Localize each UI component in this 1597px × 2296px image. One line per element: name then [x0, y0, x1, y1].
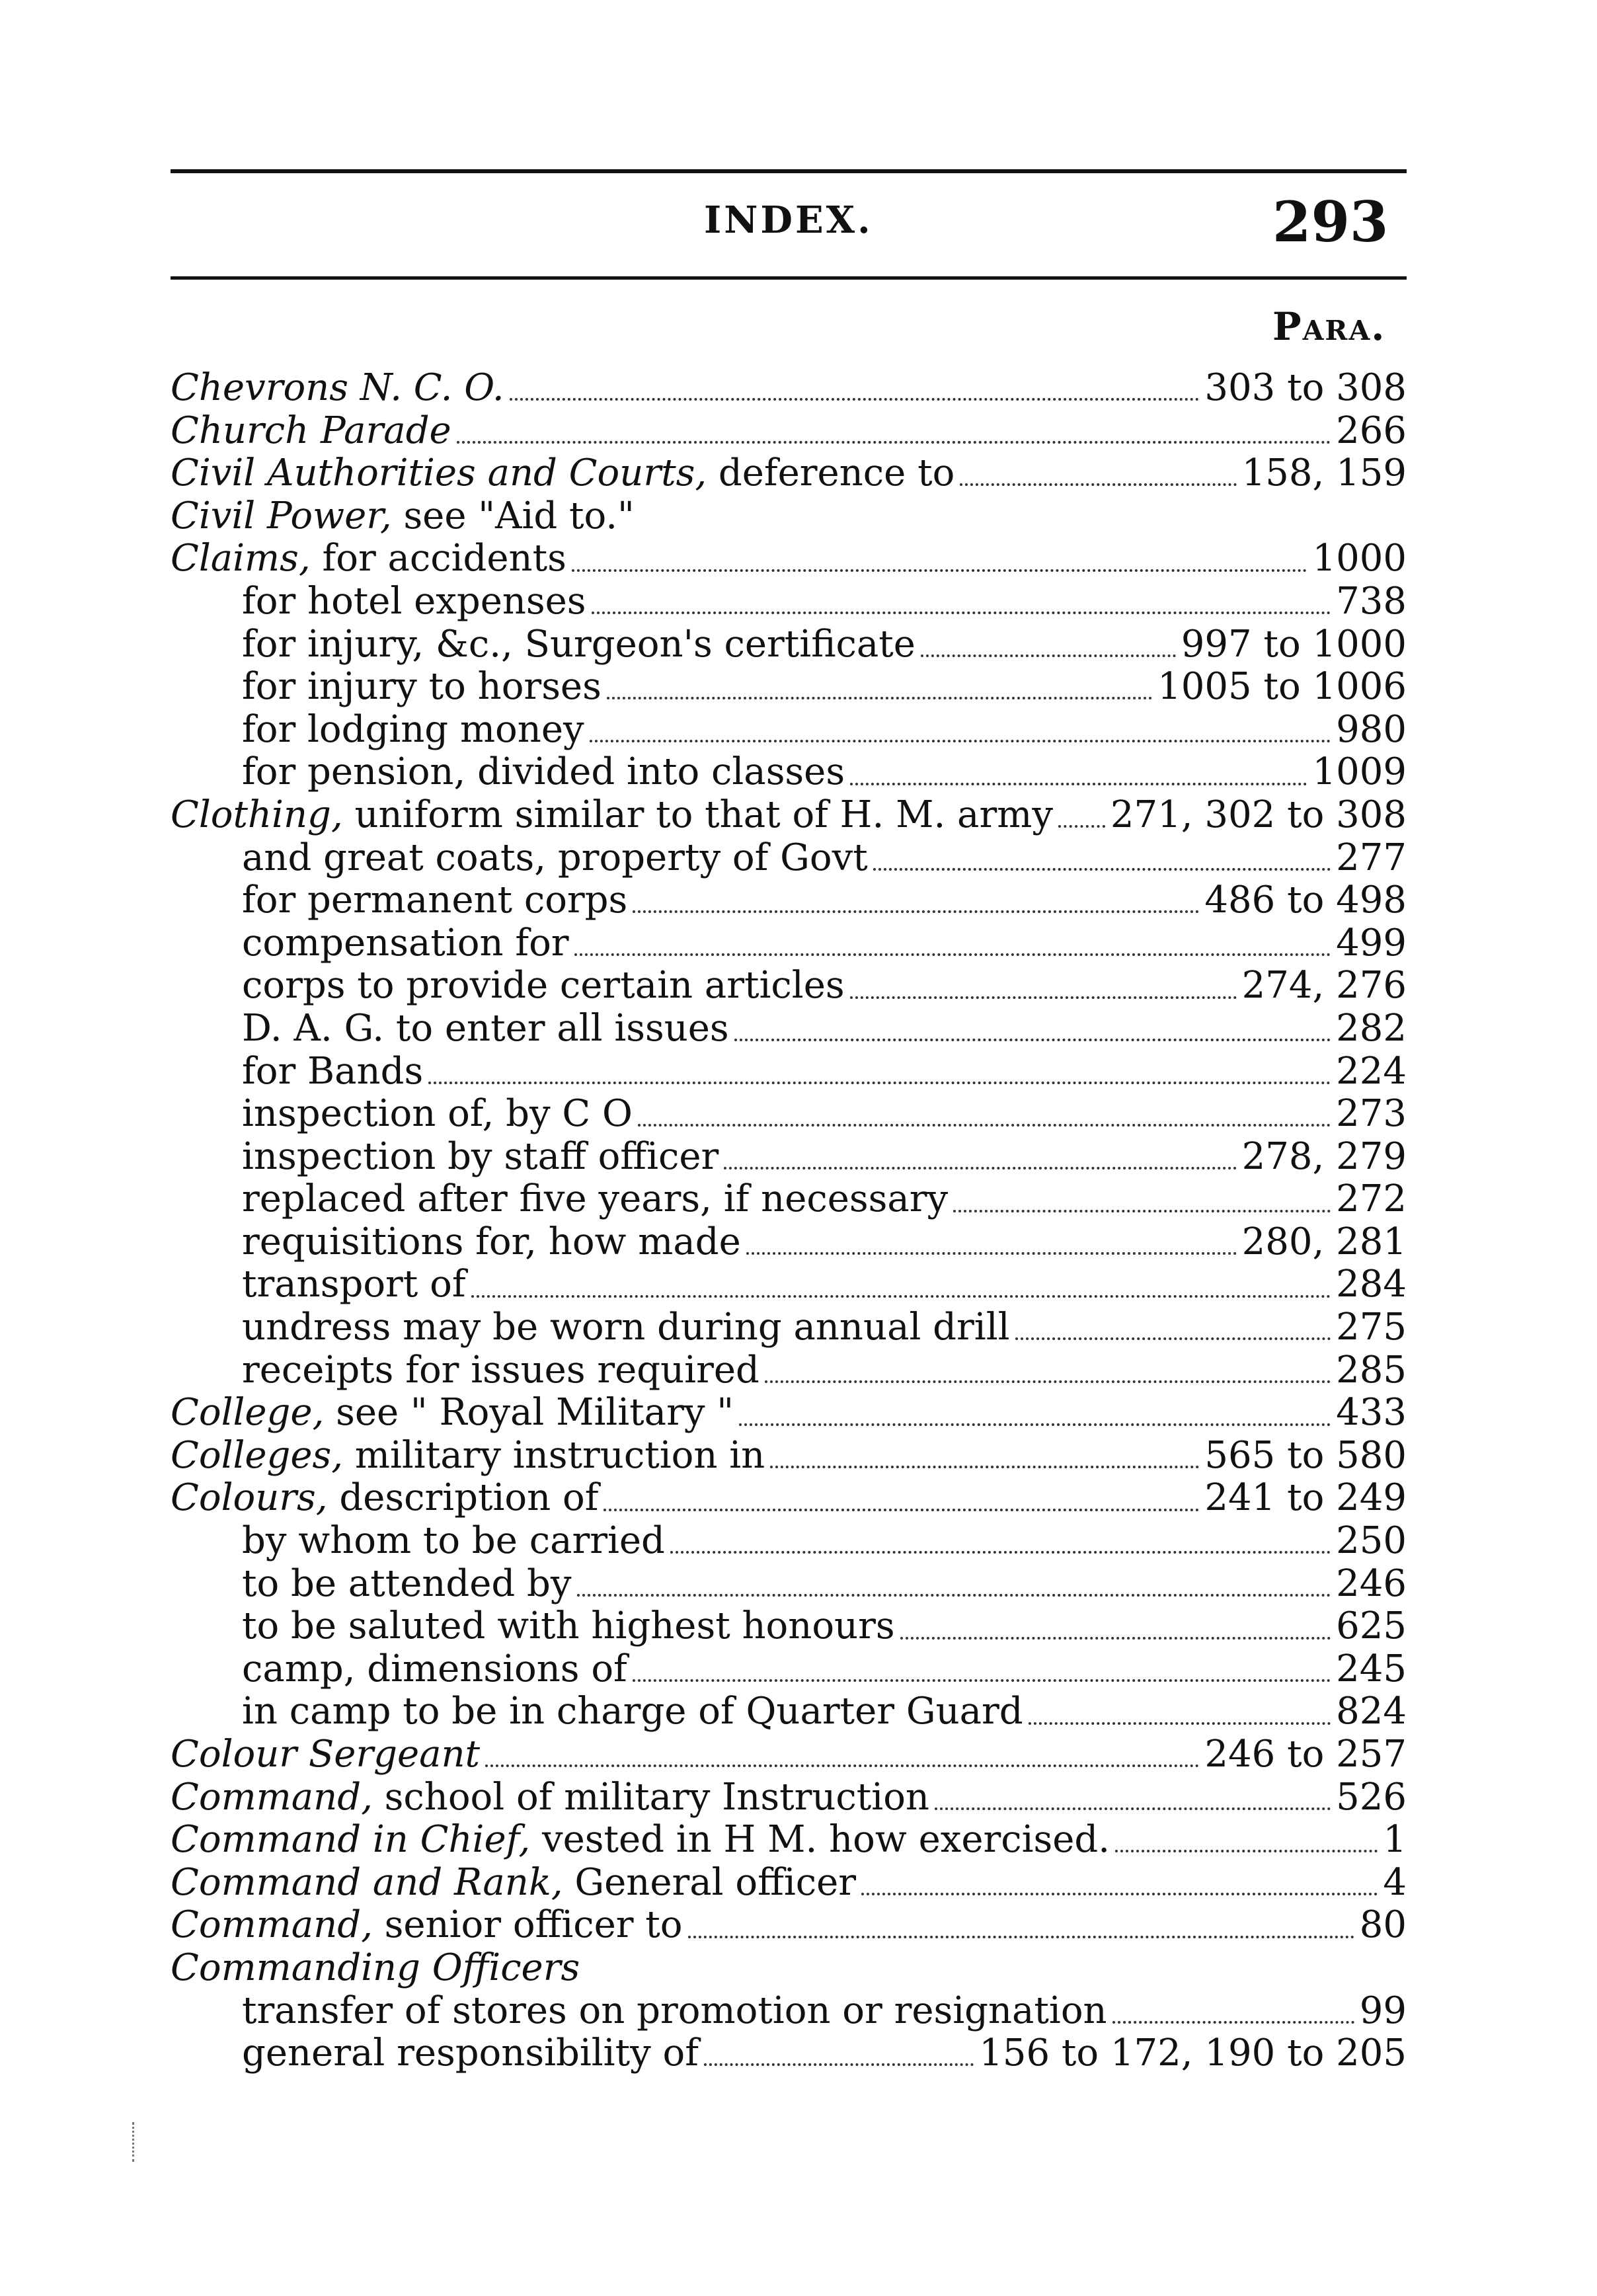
dot-leader	[633, 1667, 1331, 1682]
dot-leader	[670, 1539, 1331, 1554]
index-entry-text: D. A. G. to enter all issues	[242, 1006, 729, 1050]
index-entry-text: corps to provide certain articles	[242, 964, 845, 1008]
dot-leader	[960, 471, 1236, 486]
index-entry-ref: 250	[1336, 1519, 1407, 1563]
dot-leader	[1029, 1710, 1331, 1725]
index-entry-term: Colours,	[171, 1476, 328, 1520]
index-entry-text: General officer	[563, 1860, 857, 1904]
index-entry-text: camp, dimensions of	[242, 1647, 627, 1690]
index-entry-text: uniform similar to that of H. M. army	[342, 793, 1053, 836]
index-entry-ref: 526	[1336, 1775, 1407, 1819]
index-entry-term: Command in Chief,	[171, 1818, 531, 1862]
index-entry	[171, 709, 1407, 752]
dot-leader	[638, 1112, 1331, 1127]
index-entry	[171, 1776, 1407, 1819]
index-entry-ref: 738	[1336, 579, 1407, 623]
index-entry-text: for pension, divided into classes	[242, 750, 845, 794]
dot-leader	[572, 557, 1307, 572]
dot-leader	[1112, 2009, 1354, 2024]
index-entry	[171, 367, 1407, 410]
index-entry-text: see " Royal Military "	[324, 1391, 734, 1435]
index-entry-text: school of military Instruction	[372, 1775, 929, 1819]
index-entry	[171, 1221, 1407, 1264]
index-entry	[171, 965, 1407, 1008]
index-entry-ref: 273	[1336, 1092, 1407, 1136]
dot-leader	[574, 941, 1331, 956]
dot-leader	[428, 1070, 1331, 1084]
dot-leader	[734, 1027, 1331, 1041]
index-entry-ref: 80	[1359, 1903, 1407, 1947]
index-entry-text: transfer of stores on promotion or resignation	[242, 1989, 1107, 2032]
index-entry-text: transport of	[242, 1263, 466, 1306]
index-entry-text: replaced after five years, if necessary	[242, 1177, 949, 1221]
dot-leader	[770, 1454, 1199, 1468]
index-entry	[171, 1263, 1407, 1306]
dot-leader	[1115, 1838, 1378, 1852]
index-entry-term: Chevrons N. C. O.	[171, 366, 504, 409]
dot-leader	[592, 600, 1331, 614]
index-entries	[171, 367, 1407, 2075]
index-entry-term: Civil Authorities and Courts,	[171, 452, 707, 495]
index-entry-text: for injury to horses	[242, 665, 602, 709]
index-entry-text: by whom to be carried	[242, 1519, 665, 1563]
index-entry	[171, 2032, 1407, 2075]
index-entry-ref: 997 to 1000	[1181, 622, 1407, 666]
dot-leader	[935, 1796, 1331, 1810]
index-entry	[171, 1904, 1407, 1947]
index-entry-term: Command,	[171, 1775, 373, 1819]
dot-leader	[457, 429, 1331, 444]
index-entry-text: to be saluted with highest honours	[242, 1604, 895, 1648]
index-entry-text: deference to	[707, 452, 955, 495]
index-entry-text: description of	[327, 1476, 599, 1520]
dot-leader	[900, 1625, 1331, 1640]
index-entry	[171, 1605, 1407, 1648]
index-entry-ref: 275	[1336, 1306, 1407, 1349]
index-entry	[171, 751, 1407, 794]
index-entry-text: military instruction in	[343, 1433, 765, 1477]
index-entry	[171, 410, 1407, 453]
index-entry-ref: 278, 279	[1241, 1134, 1407, 1178]
dot-leader	[485, 1753, 1199, 1767]
index-entry-text: in camp to be in charge of Quarter Guard	[242, 1690, 1023, 1733]
dot-leader	[607, 685, 1152, 699]
page-number: 293	[1272, 189, 1389, 255]
index-entry-ref: 4	[1383, 1860, 1407, 1904]
index-entry-ref: 565 to 580	[1204, 1433, 1407, 1477]
index-entry-term: Church Parade	[171, 409, 451, 452]
index-entry	[171, 1477, 1407, 1520]
index-entry-term: Commanding Officers	[171, 1946, 580, 1989]
index-entry	[171, 1136, 1407, 1179]
index-entry	[171, 922, 1407, 965]
index-entry-ref: 156 to 172, 190 to 205	[979, 2032, 1407, 2075]
dot-leader	[577, 1582, 1331, 1597]
index-entry-text: requisitions for, how made	[242, 1220, 741, 1263]
index-entry-ref: 1009	[1312, 750, 1407, 794]
index-entry-ref: 285	[1336, 1348, 1407, 1392]
index-entry-ref: 486 to 498	[1204, 879, 1407, 922]
index-entry	[171, 1050, 1407, 1093]
index-entry-ref: 246	[1336, 1562, 1407, 1605]
index-entry-ref: 241 to 249	[1204, 1476, 1407, 1520]
index-entry-ref: 245	[1336, 1647, 1407, 1690]
index-entry	[171, 1178, 1407, 1221]
index-entry-ref: 246 to 257	[1204, 1733, 1407, 1776]
index-entry-ref: 266	[1336, 409, 1407, 452]
index-entry-text: for Bands	[242, 1049, 424, 1093]
header-bottom-rule	[171, 276, 1407, 280]
dot-leader	[724, 1155, 1236, 1169]
margin-mark	[132, 2122, 136, 2162]
index-entry-text: compensation for	[242, 921, 569, 965]
column-label-para: Para.	[1272, 304, 1386, 349]
index-entry-ref: 1	[1383, 1818, 1407, 1862]
index-entry-text: undress may be worn during annual drill	[242, 1306, 1010, 1349]
index-entry-text: for accidents	[310, 537, 566, 580]
page-title: INDEX.	[704, 198, 873, 242]
index-entry	[171, 623, 1407, 666]
index-entry	[171, 1563, 1407, 1606]
dot-leader	[704, 2051, 974, 2066]
dot-leader	[921, 643, 1176, 657]
index-entry-term: Colleges,	[171, 1433, 344, 1477]
index-entry-text: to be attended by	[242, 1562, 572, 1605]
index-entry-text: inspection by staff officer	[242, 1134, 719, 1178]
index-entry-ref: 303 to 308	[1204, 366, 1407, 409]
index-entry	[171, 1435, 1407, 1478]
dot-leader	[604, 1497, 1199, 1511]
index-entry	[171, 1947, 1407, 1990]
index-entry-text: general responsibility of	[242, 2032, 699, 2075]
dot-leader	[873, 856, 1331, 871]
index-entry-ref: 824	[1336, 1690, 1407, 1733]
dot-leader	[953, 1198, 1331, 1212]
index-entry	[171, 1733, 1407, 1776]
index-entry-term: Civil Power,	[171, 494, 392, 537]
dot-leader	[850, 984, 1237, 999]
index-entry-term: Claims,	[171, 537, 311, 580]
index-entry	[171, 1819, 1407, 1862]
index-entry	[171, 1306, 1407, 1349]
index-entry-ref: 224	[1336, 1049, 1407, 1093]
index-entry-ref: 980	[1336, 707, 1407, 751]
index-entry	[171, 1862, 1407, 1905]
index-entry	[171, 452, 1407, 495]
index-entry	[171, 666, 1407, 709]
index-entry	[171, 1008, 1407, 1050]
index-entry-ref: 158, 159	[1241, 452, 1407, 495]
index-entry	[171, 1648, 1407, 1691]
index-entry-text: for hotel expenses	[242, 579, 586, 623]
dot-leader	[739, 1411, 1331, 1426]
index-entry-text: inspection of, by C O	[242, 1092, 633, 1136]
index-entry-ref: 280, 281	[1241, 1220, 1407, 1263]
index-entry	[171, 1690, 1407, 1733]
index-entry-ref: 274, 276	[1241, 964, 1407, 1008]
index-entry-ref: 1005 to 1006	[1157, 665, 1407, 709]
dot-leader	[633, 898, 1199, 913]
index-entry-term: College,	[171, 1391, 325, 1435]
index-entry-term: Command and Rank,	[171, 1860, 563, 1904]
header-top-rule	[171, 169, 1407, 173]
dot-leader	[1015, 1326, 1331, 1340]
dot-leader	[746, 1240, 1237, 1255]
dot-leader	[590, 728, 1331, 742]
index-entry-text: receipts for issues required	[242, 1348, 760, 1392]
index-entry-ref: 433	[1336, 1391, 1407, 1435]
index-entry	[171, 794, 1407, 837]
index-entry-text: vested in H M. how exercised.	[530, 1818, 1110, 1862]
dot-leader	[765, 1368, 1331, 1383]
index-entry-text: and great coats, property of Govt	[242, 836, 868, 879]
dot-leader	[510, 386, 1200, 401]
index-entry	[171, 1990, 1407, 2033]
index-entry	[171, 580, 1407, 623]
index-entry-text: for lodging money	[242, 707, 584, 751]
index-entry	[171, 837, 1407, 880]
index-entry-text: for injury, &c., Surgeon's certificate	[242, 622, 915, 666]
index-entry	[171, 1093, 1407, 1136]
index-entry-ref: 282	[1336, 1006, 1407, 1050]
index-entry	[171, 879, 1407, 922]
index-entry-term: Colour Sergeant	[171, 1733, 481, 1776]
index-entry	[171, 1520, 1407, 1563]
index-entry	[171, 537, 1407, 580]
index-entry-text: see "Aid to."	[391, 494, 635, 537]
index-entry-ref: 277	[1336, 836, 1407, 879]
index-entry-text: senior officer to	[372, 1903, 683, 1947]
index-entry	[171, 495, 1407, 538]
index-entry-ref: 284	[1336, 1263, 1407, 1306]
index-entry-ref: 625	[1336, 1604, 1407, 1648]
index-entry	[171, 1392, 1407, 1435]
dot-leader	[688, 1924, 1354, 1938]
index-entry-term: Clothing,	[171, 793, 343, 836]
index-entry-ref: 272	[1336, 1177, 1407, 1221]
dot-leader	[850, 771, 1307, 785]
index-entry-text: for permanent corps	[242, 879, 628, 922]
dot-leader	[861, 1881, 1378, 1895]
index-entry-term: Command,	[171, 1903, 373, 1947]
dot-leader	[471, 1283, 1331, 1298]
index-entry-ref: 99	[1359, 1989, 1407, 2032]
index-entry-ref: 499	[1336, 921, 1407, 965]
index-entry	[171, 1349, 1407, 1392]
dot-leader	[1058, 813, 1105, 828]
index-entry-ref: 271, 302 to 308	[1110, 793, 1407, 836]
index-entry-ref: 1000	[1312, 537, 1407, 580]
